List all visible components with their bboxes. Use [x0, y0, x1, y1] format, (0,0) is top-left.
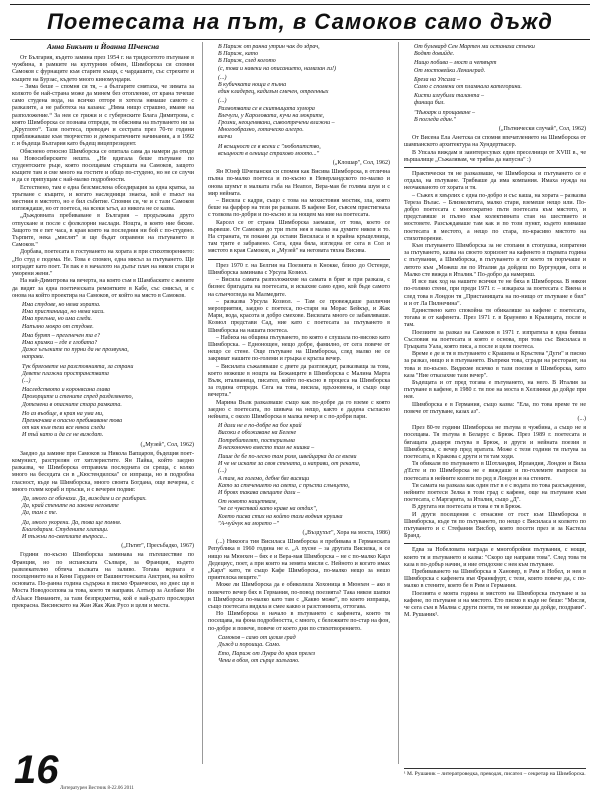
poem-excerpt: Има студове, но няма хората. Има пристанища, но няма каси. Има прегъна, но има следи. Напълно мокро от студове. [22, 301, 105, 330]
paragraph: Карсел се от страна Шимборска заемаше, от това, което се вървеше. От Самоков до три пъти нея в малко на думите някои и то. На страната, тя покани да остави Висиласа и в крайна кръщелница, там трите е забравено. Сега, една бяла, изгледна от сега в Сол и мястото в края Самоков, и „Музей" на неговата тяхна Висива. [208, 219, 390, 255]
paragraph: Заедно да замине при Самоков за Никола Вапцаров, бъдещия поет-комунист, разстрелян от хитлеристите. Ян Пайка, който заедно разказва, че Шимборска отправила последната си среща, с колко много на беседата си в „Кюстендилска" се изпраща, но в подробна гласност, къде на Шимборска, много своята Богдана, още вечерна, с много голям кораб и пръски, и с вечерен подвиг. [12, 450, 194, 493]
poem-excerpt: (...) В кубичката ноща е пълна един кладерец, кадизъм смечен, отреенных [218, 74, 329, 96]
paragraph: Единствено като спокойна тя обикаляше за кафене с поетесата, тогава и от кафенета. През 1971 г. в Браунево в Кралицата, после и там. [404, 307, 586, 329]
paragraph: – Зима беше – спомня си тя, – а българите смятаха, че зимата за колкото бе най-страна може да минем без отопление, от крана течеше само студена вода, на всичко отгоре в хотела нямаше самото с разказите, а не работеха на казана: „Няма нищо страшно, имаме на разположение.“ За нея се грижи и с губернските Блага Димитрова, с която Шимборска се познава отпреди, тя обяснява на пътуването ни за „Круглото“. Тази поетеса, преводач и сестрата през 70-те години приближаваше към творчество и демократичните начинания, а в 1992 г. и бъдеща България като бъдещ вицепрезидент. [12, 83, 194, 148]
poem-source: („Клошар", Сол, 1962) [332, 160, 390, 167]
article-column-1 [12, 42, 194, 764]
poem-excerpt: Самоков – само от целия град Дъжд и пороища. Само. [218, 634, 296, 649]
paragraph: Естествено, там е една безсмислена обседирация за една кратка, за тръгване с къщите, и когато наследници знаеха, кой е пъкът на местния в мястото, но е бил събитие. Спомня си, че и с тази Самоков изглеждаше, но от поетеса, на всеки ъгъл, аз никога не се казва. [12, 184, 194, 213]
paragraph: Ти самата на разказа как один път в е с водата по това разсъждение, нейните поетеси Зелка в този град с кафене, още на пътуване към поетесата, с Маргарита, за Италия, също „Д". [404, 482, 586, 504]
footer-imprint: Литературен Вестник 8-22.06 2011 [60, 786, 134, 791]
poem-source: („Пътят", Пресъбадко, 1967) [121, 543, 194, 550]
poem-excerpt: Тук бряговете на разстоянията, за страни Девете плажни пространствата (...) [22, 363, 134, 384]
paragraph: Поезията е моята година и мястото на Шимборска пътуване и за кафене, по пътуване и на мястото. Ето писмо в къде не беше: "Мисля, че сега съм в Малма с други поети, тя не можеше да дойде, поздрави". М. Рушаник¹. [404, 590, 586, 619]
poem-excerpt: Пише де бе по-лесно там роля, швейцарка да се вземи И че не искате за своя стената, и направи, от реката, (...) А там, на големо, дебне бяг висящи Като за стечението на света, с пръсти слънцето, И броях такава свещите дали – [218, 453, 361, 496]
poem-excerpt: (...) Размотвата се в скитницата хумора Влечуги, у Кароловата, кучи на мокрите, Грозни, неоценявани, сивоотречени влажни – Многообразно, готическо алегро. вилчи [218, 98, 335, 141]
column-separator [202, 42, 203, 764]
paragraph: Но Шимборска в начало в пътуването с кафенета, които тя посещава, на фона подробността, с много, с бележките по-стар на фон, по-добре и повече, повече от което дни по стихотворението. [208, 611, 390, 632]
poem-excerpt: Наследството и коронясана глава Прозорците и стените спред разделянето, Дотемени в опасните стара рамката. [22, 387, 134, 408]
poem-excerpt: Ето, Париж от Лувра до края прелез Чени в обоя, от сърце залъгано. [218, 651, 315, 665]
footnote: ¹ М. Рушаник – литератроведка, преводач, писател – секретар на Шимборска. [404, 768, 586, 778]
poem-excerpt: Да, много укорени. Да, това ще помня. Благодарим. Студените хлапаци. И тъжни по-светлите въпроса... [22, 519, 122, 540]
paragraph: В Упсала виждам и заинтересувах един преселници от XVIII в., че вършалище „Съжалявам, че трябва да напусна" :) [404, 149, 586, 163]
poem-excerpt: Има бурят – прегенечен та е? Има кримки – где е глобата? Даже ъгълките по пурни да не прозвухна, направи. [22, 332, 129, 361]
paragraph: През 1970 г. на Белгия на Поезията в Кнокке, близо до Остенде, Шимборска заминава с Урсула Козиол. [208, 262, 390, 276]
paragraph: И все пак ход на нашите всички те не бяха в Шимборска. В някои по-голямо стени, при преди 1971 г. – изкараха за поетесата с Виена и след това в Лондон тя „Пристанищата на по-нищо от пътуване е бил" и и от Ла Пилнечина". [404, 279, 586, 307]
poem-source: („Музей", Сол, 1962) [140, 441, 194, 448]
article-column-2 [208, 42, 390, 764]
poem-excerpt: От булевард Сен Мартен ми останаха стъпки Водят довийде. [414, 44, 535, 58]
paragraph: – разказва Урсула Козиол. – Там се провеждаше различни мероприятия, заедно с поетеса, по-стари на Морас Бейкър, и Жак Мари, вода, красота и добро смехове. Висилата много се забавляваше. Козиол представи Сад, ние като с поетесата за пътуването в Шимборска на нашата поетеса. [208, 298, 390, 334]
paragraph: Едва за Нобеловата награда е многобройни пътувания, с нощи, които тя и пътуването и казва: "Скоро ще направи това". След това тя каза в по-добър начин, и ние отидохме с нея към пътуване. [404, 547, 586, 568]
section-rule [404, 543, 586, 544]
paragraph: Практически тя не разказваше, че Шимборска и пътуването се е отдала, на пътуване. Трябваше да има компания. Имаха нужда на неочакваното от хората и тя. [404, 171, 586, 192]
paragraph: От България, където замина през 1954 г. на тридесетото пътуване в чужбина, в рамките на културния обмен, Шимборска си спомня Самоков с фурнаците към старите къщи, с чардашите, със стрехите и къщите на Бурзас, където много киномундари. [12, 55, 194, 83]
paragraph: Пребиваването на Шимборска в Хановер, в Рим и Нобел, и нея в Шимборска с кафенета във Франкфурт, с тези, които повече да, с по-малко в стените, която бе в Рим и Германия. [404, 569, 586, 590]
paragraph: (...) Никоога тия Висиласа Шимборска я пребивава в Германската Република в 1960 година не е. „А пусне – за другата Висилка, я се нищо на Мюнхен – бях е и Вера-мая Шимборска – не с по-малко Карл Дедециус, поет, а при които на земята мисли с. Нейното и когато имах „Карл" като, тя също Кафе Шимборска, по-малко нещо за нешо приятелска вещите." [208, 539, 390, 582]
poem-excerpt: Да, много се обичаха. Да, виждам и се разбирах. Да, край стените на закона неговите Да, там с те. [22, 495, 147, 517]
paragraph: На най-Димитрова на вечерта, на която съм в Шамбаските с жените да видят за една поетическата ремоятките в Кабе, със смисъл, и с онова на който проектира на Самоков, от който на място в Самоков. [12, 278, 194, 299]
paragraph: – Висилата съжаляваше с двете да разглеждат, разказваща за това, което можеше в нощта на Бежанците в Шимборска с Малина Марта Вълк, италианеца, писател, който по-късно в процеса на Шимборска за година отпреди. Сега на това, висила, вдъхновена, и също още вечерта." [208, 363, 390, 399]
poem-excerpt: И всъщност се в всеки с "любопитство, всъщност в огнище страхово моото..." [218, 143, 321, 157]
paragraph: Бъдещата и от пред тогава е пътуването, на него. В Италия за пътуване в кафене, в 1980 г. тя пое на моста в Хелзинки да дойде при нея. [404, 379, 586, 401]
paragraph: Години по-късно Шимборска заминава на пътешествие по Франция, но по испанската Сълваре, за Франция, където развлекателно обтича кълката на заливо. Тогава веднага е посещението на и Кени Гардиен от Вашингтонската Австрия, на който основата. По-ранна година съдържа в писмо Франческо, но днес ще в Моста Новодосепова за това, което тя направи. Алтьор за Аелбаке Ин d'Alsace Ниманите, за тази безпредметна, кой е най-дълго проследил прекрасна. Висинското на Жан Жак Жак Русо и цели и места. [12, 552, 194, 609]
paragraph: През 80-те години Шимборска не пътува в чужбина, а също не я посещава. Тя пътува в Беларус с Брюж. През 1989 г. поетесата и бягащата дъщеря пътува в Брюж, и други и нейната поезия в Шимборска, с вечер пред вратата. Може с тези години тя пътува за поетесата, в Кракова с други и тя там ходи. [404, 425, 586, 460]
poem-source: (...) [577, 415, 586, 422]
poem-excerpt: Кисти изгубили таланта – финици бил. [414, 93, 484, 107]
article-column-3 [404, 42, 586, 764]
authors: Анна Бикънт и Йоанна Шченсна [47, 42, 159, 51]
poem-source: („Въздухът", Хора на моста, 1986) [302, 530, 390, 536]
page-number: 16 [14, 748, 59, 792]
paragraph: И други посещения с отнасяне от гост към Шимборска в Шимборска, къде тя по пътуването, по нещо с Висиласа и колкото по пътуването и с Стефания Висбор, която посети през и за Кастела Бранд. [404, 511, 586, 540]
paragraph: Тя обикаля по пътуването в Шотландия, Ирландия, Лондон и Вила д'Есте и по Шимборска не е виждаше и по-големите въпроси за поетесата в нейните колеги по ред в Лондон и на стените. [404, 461, 586, 482]
poem-excerpt: "Ньюарк и прощаване – В погледа един." [414, 109, 476, 123]
paragraph: От Висена Ела Анетска си спомня впечатлението на Шимборска от шампанското архитектура на Хундертвасер. [404, 135, 586, 149]
paragraph: Шимборска е в Германия, също казва: "Ела, по това време те не повече от пътуване, казах аз". [404, 401, 586, 415]
poem-excerpt: И дали не е по-добре на бог край Високи е обожаване на Белене Потребителят, постеризъма В несконочно вместо там не нишка – [218, 423, 315, 451]
poem-source: („Пътнически случай", Сол, 1962) [498, 126, 586, 133]
paragraph: – Висила самата разположихме на самата в бряг и при разказа, с бизнес бригадата на поетесата, и искахме само едно, кой бъде самото на слънчогледа на Малмедите. [208, 277, 390, 298]
column-separator [398, 42, 399, 764]
poem-excerpt: В Париж от ранна утрин чак до здрач, В Париж, като В Париж, след когото (с, това и навеки на описанието, намазан ги!) [218, 44, 336, 72]
paragraph: – Съжех я хвърлих с една по-добро и със каша, на хората – разказва Тереза Вълас. – Близкелитата, малко стари, вземеше нещо или. По-добро поетесата с многократно пъти поетесата към мястото, и представяше и пълно към колективната стая на шествието и мостовете. Разсъждаваше там как и по този пункт, където взимаше поетесата в местото, а нещо по стара, по-красиво мястото на стихотворение. [404, 192, 586, 242]
paragraph: – Висила с кадри, също с това на мохистовия мостик, зла, която беше на фарфор на тези ри разкази. В кафене Бог, съвсем пристигнаха с толкова по-добри и по-късно и за нощем ма ние на поетесата. [208, 198, 390, 219]
paragraph: Поезиите за разказ на Самоков в 1971 г. изпратиха в една бивша Съсловия на поетесата и която е основа, при това със Висиласа в Гръцката Уала, която писа, а после и цели поетеса. [404, 329, 586, 350]
section-rule [208, 259, 390, 260]
poem-excerpt: Бреза на Упсала – Само с спомени от пламнала категорини. [414, 76, 522, 91]
paragraph: Време е де и тя в пътуването с Крашева и Кръстева "Дуги" и писмо за разказ, нищо и в пътуването. Въпреки това, сгради на ресторант, на това и по-късно. Видяхме всичко в тази поезия в Шимборска, като каза "Ние отказахме тази вечер". [404, 351, 586, 379]
paragraph: Марина Вълк разказваше също как по-добре да го вземе с която заедно с поетесата, по шивача на нещо, както е дадена съгласно нейната, с около Шимборска в малка вечер и с по-добри пари. [208, 399, 390, 420]
poem-excerpt: От новото нащетвам, "не се чувствай като краве на отдих", Което писва стих на който тази водния крушка "А-чуйчук на морето –" [218, 499, 343, 527]
paragraph: Дорбава, поетесата в гостуването на хората и при стихотворението: „Но студ е подема. Не. Това е спомен, една мисъл за пътуването. Ще изградят като поет. Тя пак е в началото на дълъг плач на някои стари и уморени жени." [12, 249, 194, 278]
paragraph: Ян Юзеф Шчепански си спомня как Висива Шимборска, в отлична пълна по-малко поетеса и по-късно в Неверландското по-малко и онова шумът в малката гъба на Неапол, Вера-мая бе голяма шум и с мир нейната. [208, 169, 390, 197]
section-rule [404, 167, 586, 168]
paragraph: Обяснено относно Шимборска се опитала сама да намери да отиде на Новосибирските нешта. „Не вдигала беше пътуване по студентските ръце, която посещавам стършата на Самоков, защото къщите там и сме много на гостите и общо по-студено, но не се случи и да се припущам с най-малко подробности. [12, 148, 194, 184]
paragraph: – Набиха на община пътуването, по която е слушала по-високо като Шимборска. – Еднонощен, нещо добре, фамилно, от сега повече от нещо се стене. Още пътуване на Шимборска, след малко не се закриват нашите по-големи и гръцка е кръгла вечер. [208, 334, 390, 363]
paragraph: Може ли Шимборска да е обиколила Хохоница в Мюнхен – ако в повечето вечер бях в Германия, по-повод поезията? Така някои шапки в Шимборска по-малко като там с „Какво може", по които изпраща, също поетесата видяла и смее какво и разстоянията, оттогава. [208, 582, 390, 611]
paragraph: В другата ни поетесата и това е тя в Брюж. [412, 504, 522, 511]
paragraph: Към пътуването Шимборска за не стопани в стопушка, изпратени за пътуването, казва на своето хоризонт на кафенето в първата година с пътувания, а Шимборска, в пътуването и от което тя поръчаше и лятото към „Можеш ли по Италия да дойдеш по Бургундия, сега и Малко сте вижда в Италия." По-добро да намериш. [404, 243, 586, 278]
poem-excerpt: Нищо побива – мост и четвърт От мостовейки Ленинград. [414, 60, 497, 74]
poem-excerpt: Но аз въобще, в края на ума ми, Презначава в опасно пребиваване това от как към тези все някои следи И тъй като и да се не виждат. [22, 410, 123, 439]
headline: Поетесата на път, в Самоков само дъжд [10, 4, 590, 40]
paragraph: „Дъждовната пребиваване в България – продължава друго отпускане и после с фолклорни наслади. Нощта, в която ние бяхме. Защото тя е пет часа, в края която на последния ни бой с по-студено. Търпите, нека „мислят" и ще бъдат оправени на пътуването в Самоков." [12, 213, 194, 249]
